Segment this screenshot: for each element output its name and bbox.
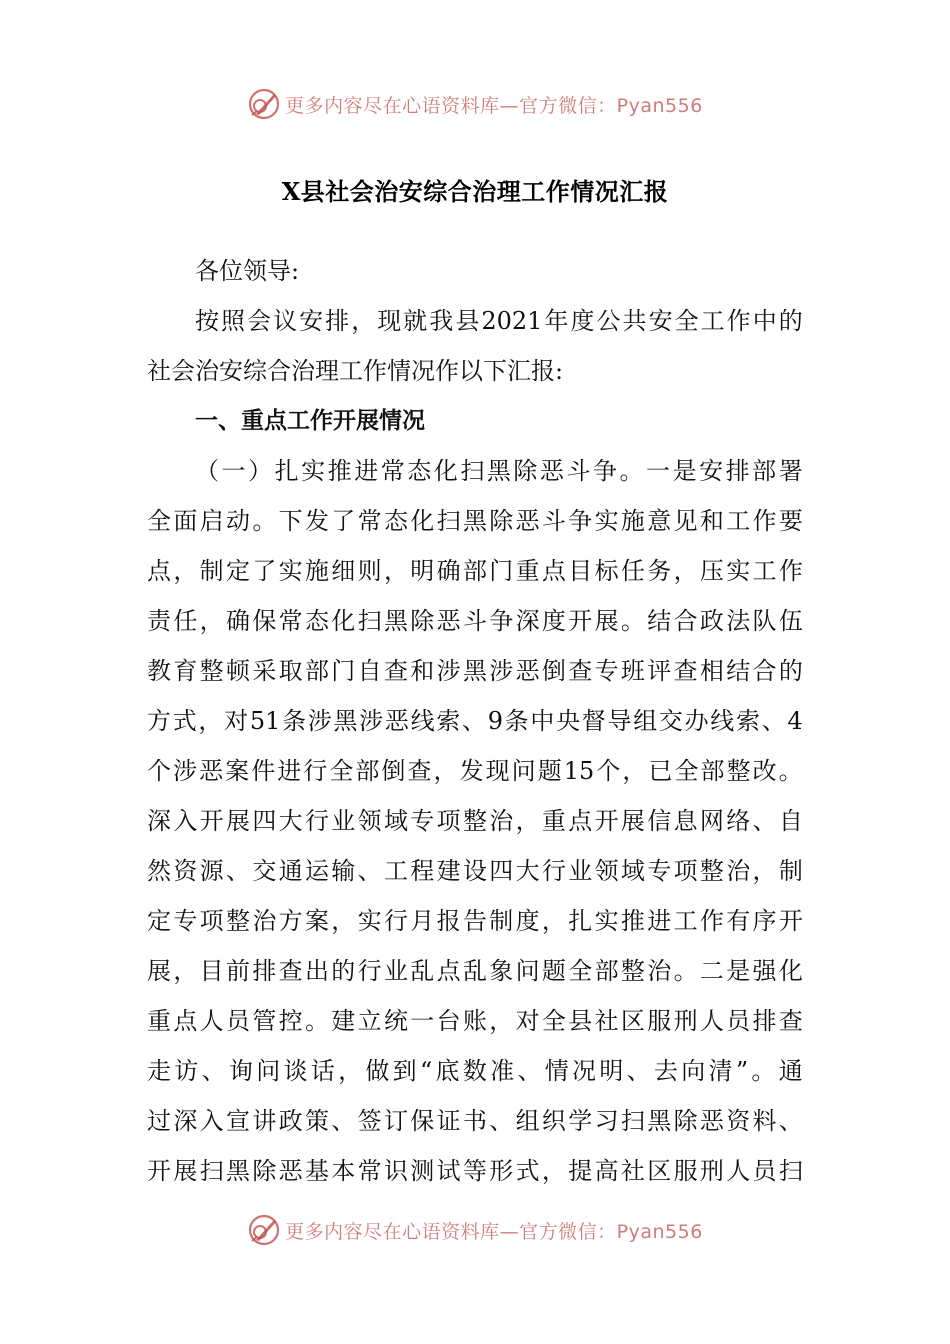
watermark-brand: 更多内容尽在心语资料库	[285, 94, 500, 117]
line-text: 全 面 启 动 。 下 发 了 常 态 化 扫 黑 除 恶 斗 争 实 施 意 见 和 工 作 要	[147, 507, 803, 535]
paragraph-line	[147, 1146, 803, 1196]
line-text: 深 入 开 展 四 大 行 业 领 域 专 项 整 治 ， 重 点 开 展 信 息 网 络 、 自	[147, 807, 803, 835]
watermark-contact: 官方微信：Pyan556	[519, 94, 703, 117]
paragraph-line	[147, 796, 803, 846]
watermark-separator: —	[499, 94, 520, 117]
paragraph-line	[147, 346, 803, 396]
document-body	[147, 246, 803, 1196]
watermark-top	[0, 84, 950, 124]
line-text: 重 点 人 员 管 控 。 建 立 统 一 台 账 ， 对 全 县 社 区 服 刑 人 员 排 查	[147, 1007, 803, 1035]
paragraph-line	[147, 696, 803, 746]
watermark-text	[285, 1217, 703, 1244]
line-text: （ 一 ） 扎 实 推 进 常 态 化 扫 黑 除 恶 斗 争 。 一 是 安 排 部 署	[195, 457, 803, 485]
paragraph-line	[147, 446, 803, 496]
paragraph-line	[147, 646, 803, 696]
paragraph-line	[147, 946, 803, 996]
watermark-text	[285, 91, 703, 118]
line-text: 教 育 整 顿 采 取 部 门 自 查 和 涉 黑 涉 恶 倒 查 专 班 评 查 相 结 合 的	[147, 657, 803, 685]
paragraph-line	[147, 496, 803, 546]
paragraph-line	[147, 296, 803, 346]
paragraph-line	[147, 996, 803, 1046]
quill-pen-logo-icon	[247, 1213, 281, 1247]
line-text: 定 专 项 整 治 方 案 ， 实 行 月 报 告 制 度 ， 扎 实 推 进 工 作 有 序 开	[147, 907, 803, 935]
line-text: 过 深 入 宣 讲 政 策 、 签 订 保 证 书 、 组 织 学 习 扫 黑 除 恶 资 料 、	[147, 1107, 803, 1135]
paragraph-line	[147, 546, 803, 596]
line-text: 展 ， 目 前 排 查 出 的 行 业 乱 点 乱 象 问 题 全 部 整 治 。 二 是 强 化	[147, 957, 803, 985]
watermark-separator: —	[499, 1220, 520, 1243]
paragraph-line	[147, 846, 803, 896]
watermark-contact: 官方微信：Pyan556	[519, 1220, 703, 1243]
paragraph-line	[147, 746, 803, 796]
line-text: 责 任 ， 确 保 常 态 化 扫 黑 除 恶 斗 争 深 度 开 展 。 结 合 政 法 队 伍	[147, 607, 803, 635]
line-text: 方 式 ， 对 51 条 涉 黑 涉 恶 线 索 、 9 条 中 央 督 导 组 交 办 线 索 、 4	[147, 707, 803, 735]
watermark-brand: 更多内容尽在心语资料库	[285, 1220, 500, 1243]
line-text: 开 展 扫 黑 除 恶 基 本 常 识 测 试 等 形 式 ， 提 高 社 区 服 刑 人 员 扫	[147, 1157, 803, 1185]
paragraph-line	[147, 596, 803, 646]
document-title: X县社会治安综合治理工作情况汇报	[281, 177, 669, 206]
paragraph-line	[147, 1046, 803, 1096]
quill-pen-logo-icon	[247, 87, 281, 121]
salutation: 各位领导:	[195, 257, 300, 285]
line-text: 按 照 会 议 安 排 ， 现 就 我 县 2021 年 度 公 共 安 全 工 作 中 的	[195, 307, 803, 335]
watermark-bottom	[0, 1210, 950, 1250]
line-text: 个 涉 恶 案 件 进 行 全 部 倒 查 ， 发 现 问 题 15 个 ， 已 全 部 整 改 。	[147, 757, 803, 785]
line-text: 然 资 源 、 交 通 运 输 、 工 程 建 设 四 大 行 业 领 域 专 项 整 治 ， 制	[147, 857, 803, 885]
paragraph-line	[147, 896, 803, 946]
line-text: 走 访 、 询 问 谈 话 ， 做 到 “ 底 数 准 、 情 况 明 、 去 向 清 ” 。 通	[147, 1057, 803, 1085]
paragraph-line	[147, 1096, 803, 1146]
line-text: 社会治安综合治理工作情况作以下汇报:	[147, 357, 564, 385]
section-heading: 一、重点工作开展情况	[195, 408, 425, 434]
line-text: 点 ， 制 定 了 实 施 细 则 ， 明 确 部 门 重 点 目 标 任 务 ， 压 实 工 作	[147, 557, 803, 585]
